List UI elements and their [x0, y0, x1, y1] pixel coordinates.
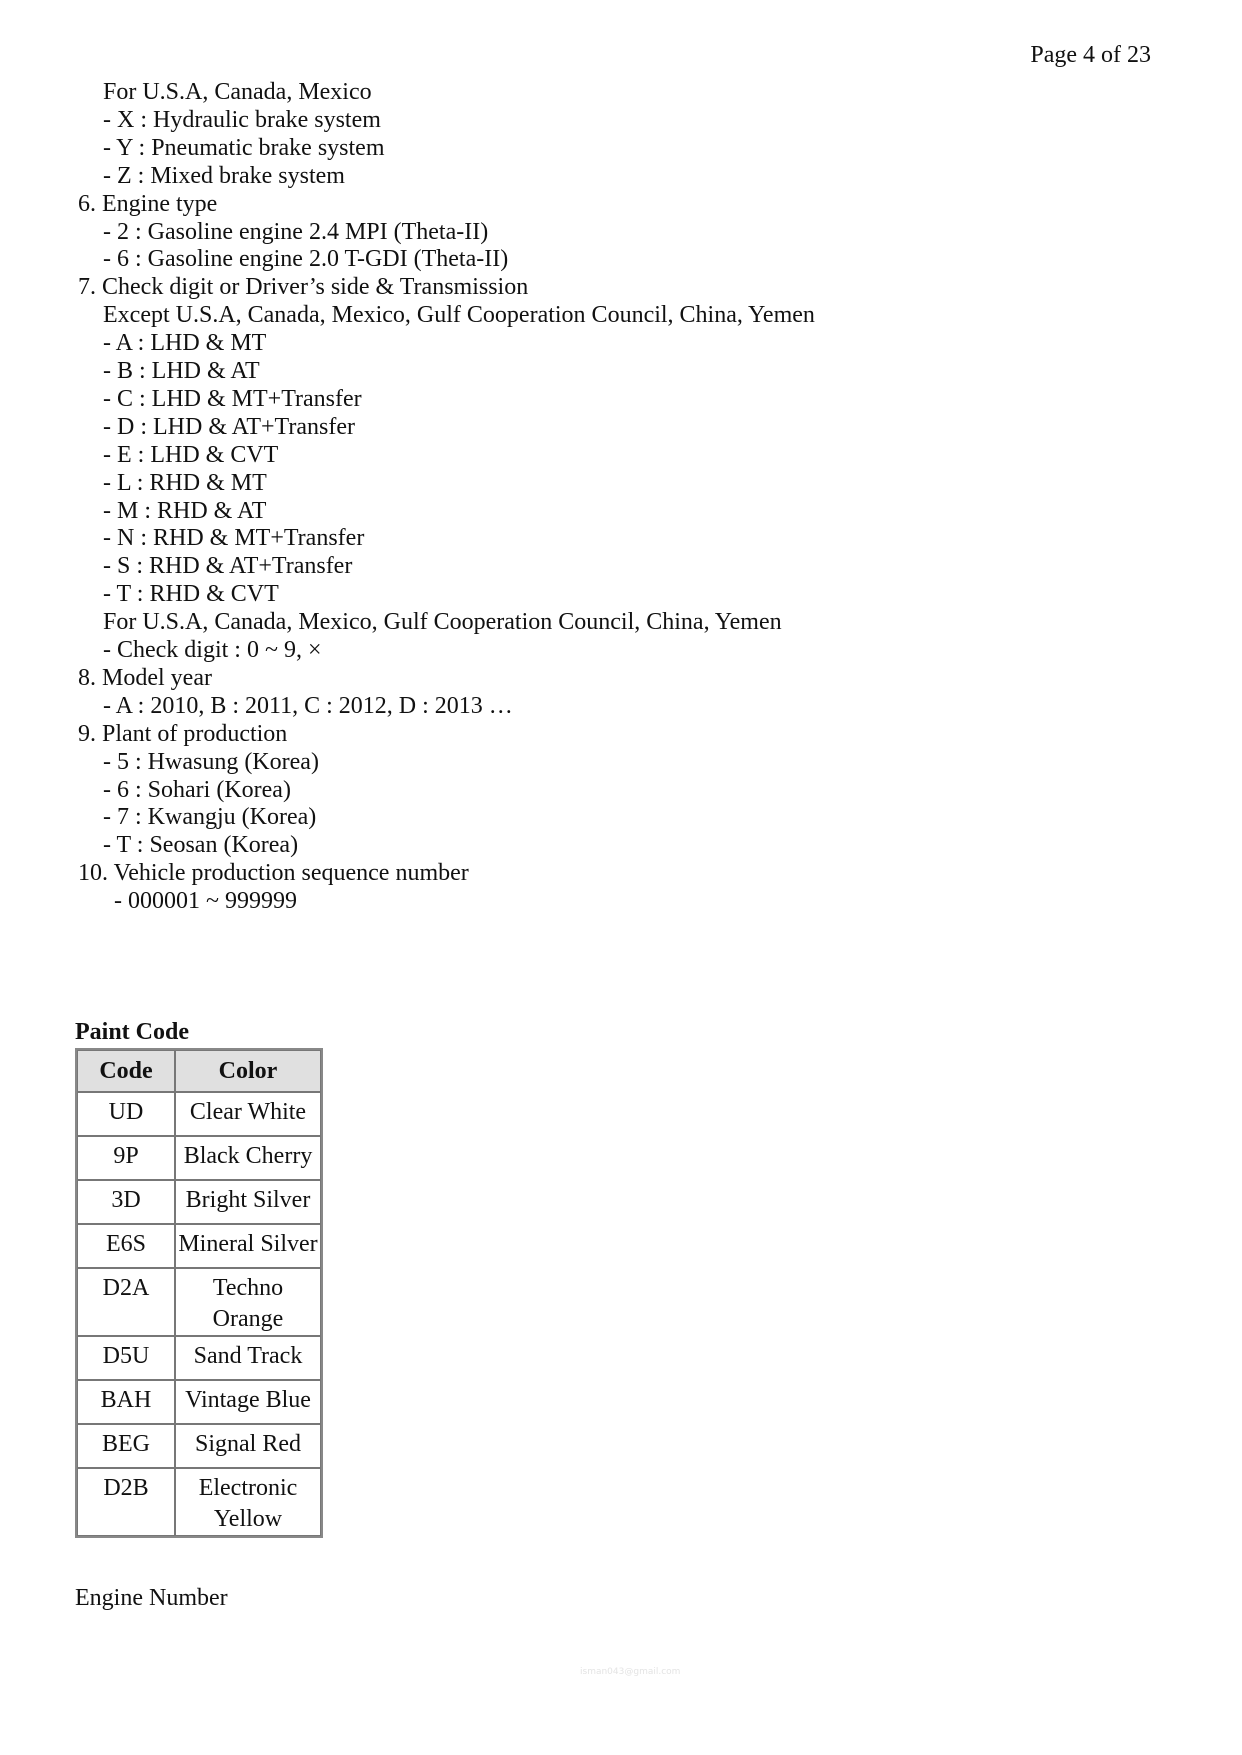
- list-item: - A : 2010, B : 2011, C : 2012, D : 2013 …: [103, 692, 513, 719]
- list-item: - A : LHD & MT: [103, 330, 267, 357]
- list-item: - Z : Mixed brake system: [103, 162, 345, 189]
- list-item: - T : RHD & CVT: [103, 581, 279, 608]
- list-item: - Y : Pneumatic brake system: [103, 134, 385, 161]
- paint-code-table: [75, 1048, 323, 1538]
- table-row: [77, 1336, 321, 1380]
- list-item: - Check digit : 0 ~ 9, ×: [103, 637, 322, 663]
- footer-watermark: isman043@gmail.com: [580, 1667, 681, 1677]
- paint-code-cell: 3D: [77, 1180, 175, 1224]
- list-item: Except U.S.A, Canada, Mexico, Gulf Cooperation Council, China, Yemen: [103, 302, 815, 329]
- column-header-color: Color: [175, 1050, 321, 1092]
- list-item: - 6 : Sohari (Korea): [103, 776, 291, 803]
- list-item: - D : LHD & AT+Transfer: [103, 413, 355, 440]
- table-row: [77, 1092, 321, 1136]
- section-heading: 6. Engine type: [78, 190, 218, 217]
- table-row: [77, 1224, 321, 1268]
- engine-number-heading: Engine Number: [75, 1585, 228, 1611]
- list-item: - L : RHD & MT: [103, 469, 267, 496]
- list-item: - B : LHD & AT: [103, 358, 260, 384]
- table-row: [77, 1180, 321, 1224]
- color-name-cell: Black Cherry: [175, 1136, 321, 1180]
- table-row: [77, 1424, 321, 1468]
- color-name-cell: Clear White: [175, 1092, 321, 1136]
- list-item: - 000001 ~ 999999: [114, 888, 297, 915]
- list-item: - 2 : Gasoline engine 2.4 MPI (Theta-II): [103, 218, 489, 245]
- paint-code-cell: E6S: [77, 1224, 175, 1268]
- color-name-cell: Mineral Silver: [175, 1224, 321, 1268]
- list-item: - S : RHD & AT+Transfer: [103, 553, 353, 580]
- list-item: - 7 : Kwangju (Korea): [103, 804, 317, 831]
- section-heading: 8. Model year: [78, 664, 212, 691]
- paint-code-cell: D2B: [77, 1468, 175, 1536]
- color-name-cell: Signal Red: [175, 1424, 321, 1468]
- table-row: [77, 1468, 321, 1536]
- list-item: - X : Hydraulic brake system: [103, 106, 381, 133]
- paint-code-cell: D2A: [77, 1268, 175, 1336]
- paint-code-cell: 9P: [77, 1136, 175, 1180]
- list-item: - E : LHD & CVT: [103, 441, 279, 468]
- list-item: For U.S.A, Canada, Mexico: [103, 79, 372, 105]
- color-name-cell: Vintage Blue: [175, 1380, 321, 1424]
- paint-code-cell: D5U: [77, 1336, 175, 1380]
- color-name-cell: Sand Track: [175, 1336, 321, 1380]
- list-item: - 5 : Hwasung (Korea): [103, 748, 319, 775]
- page-number: Page 4 of 23: [1030, 42, 1151, 68]
- list-item: - 6 : Gasoline engine 2.0 T-GDI (Theta-II): [103, 246, 509, 273]
- paint-code-cell: BEG: [77, 1424, 175, 1468]
- paint-code-cell: UD: [77, 1092, 175, 1136]
- table-row: [77, 1380, 321, 1424]
- table-row: [77, 1268, 321, 1336]
- paint-code-title: Paint Code: [75, 1019, 189, 1045]
- color-name-cell: Bright Silver: [175, 1180, 321, 1224]
- section-heading: 7. Check digit or Driver’s side & Transmission: [78, 274, 529, 301]
- paint-code-cell: BAH: [77, 1380, 175, 1424]
- list-item: For U.S.A, Canada, Mexico, Gulf Cooperation Council, China, Yemen: [103, 609, 782, 636]
- list-item: - C : LHD & MT+Transfer: [103, 385, 362, 412]
- section-heading: 10. Vehicle production sequence number: [78, 860, 469, 887]
- section-heading: 9. Plant of production: [78, 720, 288, 747]
- list-item: - M : RHD & AT: [103, 497, 267, 524]
- list-item: - N : RHD & MT+Transfer: [103, 525, 365, 552]
- color-name-cell: Techno Orange: [175, 1268, 321, 1336]
- table-row: [77, 1136, 321, 1180]
- table-header-row: [77, 1050, 321, 1092]
- color-name-cell: Electronic Yellow: [175, 1468, 321, 1536]
- column-header-code: Code: [77, 1050, 175, 1092]
- list-item: - T : Seosan (Korea): [103, 832, 299, 859]
